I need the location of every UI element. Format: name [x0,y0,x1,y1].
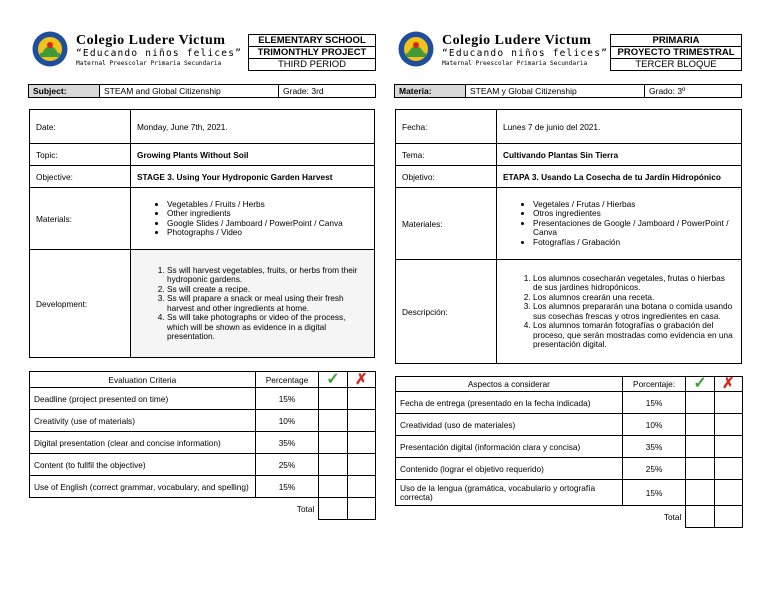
subject-label: Subject: [29,85,100,98]
criteria-percentage: 35% [622,436,686,458]
objective-label: Objective: [30,166,131,188]
criteria-header: Evaluation Criteria [30,372,256,388]
total-label: Total [296,503,315,514]
lesson-info-table [395,109,742,364]
list-item: 4. Ss will take photographs or video of the process, which will be shown as evidence in a digital presentation. [167,313,368,342]
list-item: 2. Ss will create a recipe. [167,285,368,295]
total-check-cell[interactable] [319,498,347,520]
subject-bar [394,84,742,98]
subject-value: STEAM and Global Citizenship [100,85,279,98]
table-row [30,476,376,498]
cross-cell[interactable] [714,458,742,480]
check-cell[interactable] [686,458,714,480]
list-item: • Other ingredients [167,209,368,219]
criteria-header: Aspectos a considerar [396,377,623,392]
list-item: • Presentaciones de Google / Jamboard / PowerPoint / Canva [533,219,735,238]
cross-icon: ✗ [722,375,735,392]
school-logo-icon [32,31,68,67]
cross-cell[interactable] [347,388,375,410]
school-name: Colegio Ludere Victum [76,33,226,48]
development-list [137,266,368,342]
topic-label: Topic: [30,144,131,166]
criteria-percentage: 25% [622,458,686,480]
school-logo-icon [398,31,434,67]
criteria-label: Fecha de entrega (presentado en la fecha indicada) [396,392,623,414]
spanish-page [384,0,768,594]
program-period: THIRD PERIOD [249,59,376,71]
evaluation-table [395,376,743,528]
criteria-percentage: 15% [255,476,319,498]
criteria-percentage: 25% [255,454,319,476]
cross-cell[interactable] [714,480,742,506]
subject-label: Materia: [395,85,466,98]
check-cell[interactable] [319,432,347,454]
list-item: 3. Los alumnos prepararán una botana o comida usando sus cosechas frescas y otros ingredientes en casa. [533,302,735,321]
percentage-header: Porcentaje: [622,377,686,392]
criteria-label: Creatividad (uso de materiales) [396,414,623,436]
criteria-percentage: 15% [622,392,686,414]
criteria-label: Deadline (project presented on time) [30,388,256,410]
school-name: Colegio Ludere Victum [442,33,592,48]
cross-cell[interactable] [347,432,375,454]
evaluation-table [29,371,376,520]
materials-label: Materials: [30,188,131,250]
cross-cell[interactable] [714,392,742,414]
date-value: Lunes 7 de junio del 2021. [497,110,742,144]
table-row [396,392,743,414]
table-row [396,480,743,506]
development-label: Development: [30,250,131,358]
cross-cell[interactable] [714,414,742,436]
cross-cell[interactable] [347,454,375,476]
materials-list [503,200,735,248]
table-row [30,410,376,432]
list-item: 4. Los alumnos tomarán fotografías o grabación del proceso, que serán mostradas como evidencia en una presentación digital. [533,321,735,350]
school-levels: Maternal Preescolar Primaria Secundaria [442,60,588,67]
list-item: 1. Los alumnos cosecharán vegetales, frutas o hierbas de sus jardines hidropónicos. [533,274,735,293]
program-project: TRIMONTHLY PROJECT [249,47,376,59]
materials-list [137,200,368,238]
list-item: • Fotografías / Grabación [533,238,735,248]
criteria-label: Use of English (correct grammar, vocabulary, and spelling) [30,476,256,498]
table-row [396,458,743,480]
criteria-label: Content (to fullfil the objective) [30,454,256,476]
criteria-label: Digital presentation (clear and concise information) [30,432,256,454]
program-project: PROYECTO TRIMESTRAL [611,47,742,59]
list-item: • Vegetables / Fruits / Herbs [167,200,368,210]
school-motto: “Educando niños felices” [76,48,243,59]
list-item: 2. Los alumnos crearán una receta. [533,293,735,303]
date-label: Date: [30,110,131,144]
cross-cell[interactable] [347,476,375,498]
list-item: • Vegetales / Frutas / Hierbas [533,200,735,210]
date-label: Fecha: [396,110,497,144]
table-row [396,414,743,436]
school-motto: “Educando niños felices” [442,48,609,59]
topic-label: Tema: [396,144,497,166]
criteria-label: Uso de la lengua (gramática, vocabulario y ortografía correcta) [396,480,623,506]
total-check-cell[interactable] [686,506,714,528]
subject-value: STEAM y Global Citizenship [466,85,645,98]
total-cross-cell[interactable] [714,506,742,528]
check-cell[interactable] [686,414,714,436]
check-cell[interactable] [319,388,347,410]
criteria-label: Creativity (use of materials) [30,410,256,432]
objective-value: ETAPA 3. Usando La Cosecha de tu Jardín Hidropónico [497,166,742,188]
objective-label: Objetivo: [396,166,497,188]
check-icon: ✓ [326,370,340,388]
list-item: 3. Ss will prapare a snack or meal using their fresh harvest and other ingredients at home. [167,294,368,313]
total-cross-cell[interactable] [347,498,375,520]
check-cell[interactable] [686,436,714,458]
table-row [30,432,376,454]
cross-icon: ✗ [355,370,368,388]
subject-bar [28,84,376,98]
grade-value: Grado: 3º [645,85,742,98]
description-list [503,274,735,350]
program-box [248,34,376,71]
criteria-label: Contenido (lograr el objetivo requerido) [396,458,623,480]
list-item: 1. Ss will harvest vegetables, fruits, or herbs from their hydroponic gardens. [167,266,368,285]
description-label: Descripción: [396,260,497,364]
lesson-info-table [29,109,375,358]
criteria-label: Presentación digital (información clara y concisa) [396,436,623,458]
objective-value: STAGE 3. Using Your Hydroponic Garden Harvest [131,166,375,188]
topic-value: Cultivando Plantas Sin Tierra [497,144,742,166]
date-value: Monday, June 7th, 2021. [131,110,375,144]
check-icon: ✓ [693,375,707,392]
school-levels: Maternal Preescolar Primaria Secundaria [76,60,222,67]
total-label: Total [663,511,682,522]
table-row [30,388,376,410]
check-cell[interactable] [319,476,347,498]
table-row [396,436,743,458]
program-level: PRIMARIA [611,35,742,47]
criteria-percentage: 15% [622,480,686,506]
criteria-percentage: 35% [255,432,319,454]
list-item: • Google Slides / Jamboard / PowerPoint / Canva [167,219,368,229]
percentage-header: Percentage [255,372,319,388]
table-row [30,454,376,476]
cross-cell[interactable] [714,436,742,458]
check-cell[interactable] [686,392,714,414]
list-item: • Otros ingredientes [533,209,735,219]
grade-value: Grade: 3rd [279,85,376,98]
criteria-percentage: 10% [255,410,319,432]
criteria-percentage: 15% [255,388,319,410]
check-cell[interactable] [686,480,714,506]
list-item: • Photographs / Video [167,228,368,238]
program-box [610,34,742,71]
check-cell[interactable] [319,454,347,476]
program-level: ELEMENTARY SCHOOL [249,35,376,47]
criteria-percentage: 10% [622,414,686,436]
program-period: TERCER BLOQUE [611,59,742,71]
topic-value: Growing Plants Without Soil [131,144,375,166]
materials-label: Materiales: [396,188,497,260]
check-cell[interactable] [319,410,347,432]
cross-cell[interactable] [347,410,375,432]
